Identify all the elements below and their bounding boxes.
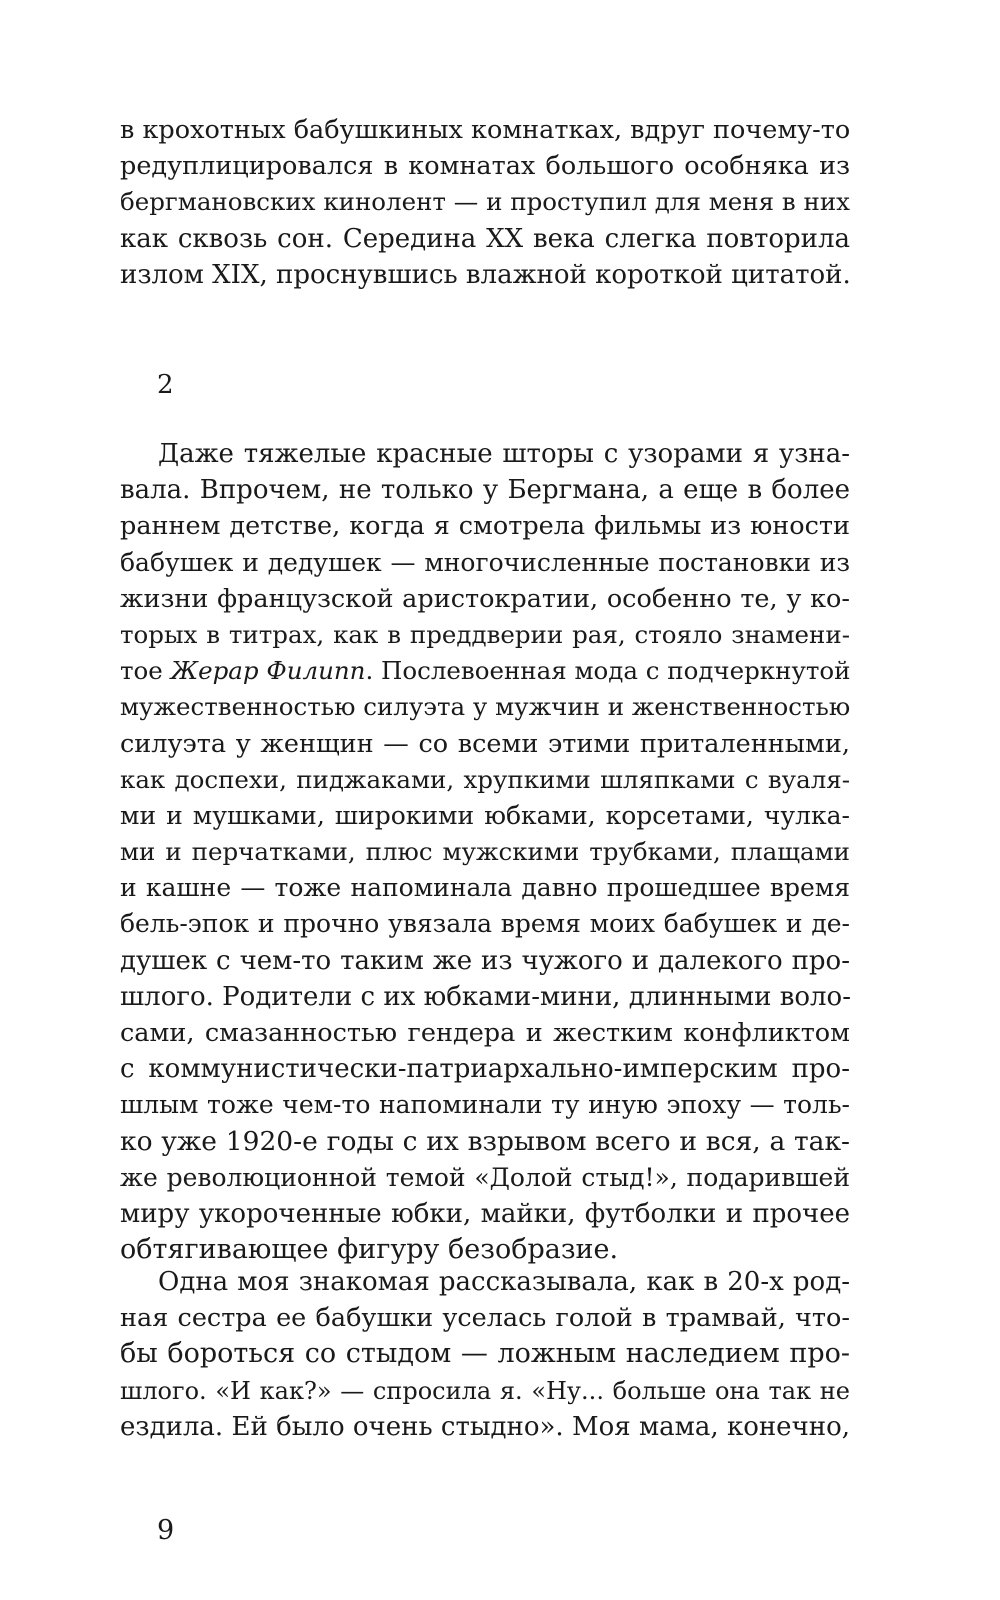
text-segment: . Послевоенная мода с подчеркнутой [365,656,851,686]
text-line: редуплицировался в комнатах большого особняка из [120,151,850,182]
text-line: как доспехи, пиджаками, хрупкими шляпками с вуаля- [120,764,850,794]
text-line: силуэта у женщин — со всеми этими приталенными, [120,728,850,759]
section-number: 2 [157,370,174,400]
text-line: ми и перчатками, плюс мужскими трубками, плащами [120,837,850,867]
paragraph-continued [120,112,850,293]
page-number: 9 [157,1515,175,1546]
text-line: ко уже 1920-е годы с их взрывом всего и вся, а так- [120,1125,850,1157]
text-line: сами, смазанностью гендера и жестким конфликтом [120,1018,850,1048]
italic-name: Жерар Филипп [170,656,366,686]
text-line: Даже тяжелые красные шторы с узорами я узна- [158,439,850,469]
text-line: в крохотных бабушкиных комнатках, вдруг почему-то [120,115,851,145]
text-line: торых в титрах, как в преддверии рая, стояло знамени- [120,619,850,649]
text-line: бабушек и дедушек — многочисленные постановки из [120,547,850,577]
paragraph-second [120,1264,850,1445]
text-line: бель-эпок и прочно увязала время моих бабушек и де- [120,909,850,939]
text-line: шлым тоже чем-то напоминали ту иную эпоху — толь- [120,1090,850,1120]
text-line: шлого. «И как?» — спросила я. «Ну... больше она так не [120,1376,850,1405]
text-line: же революционной темой «Долой стыд!», подарившей [120,1162,850,1192]
text-line: бы бороться со стыдом — ложным наследием про- [120,1338,850,1370]
text-line [120,653,850,689]
text-segment: тое [120,656,171,686]
text-line: с коммунистически-патриархально-имперским про- [120,1054,850,1085]
text-line: как сквозь сон. Середина XX века слегка повторила [120,223,850,254]
text-line: и кашне — тоже напоминала давно прошедшее время [120,873,850,903]
text-line: Одна моя знакомая рассказывала, как в 20-х род- [158,1267,850,1297]
text-line: обтягивающее фигуру безобразие. [120,1234,619,1266]
text-line: мужественностью силуэта у мужчин и женственностью [120,692,851,722]
text-line: шлого. Родители с их юбками-мини, длинными воло- [120,981,851,1012]
text-line: ездила. Ей было очень стыдно». Моя мама, конечно, [120,1411,850,1442]
text-line: ми и мушками, широкими юбками, корсетами, чулка- [120,800,850,830]
text-line: ная сестра ее бабушки уселась голой в трамвай, что- [120,1303,850,1334]
text-line: бергмановских кинолент — и проступил для меня в них [120,187,850,217]
text-line: жизни французской аристократии, особенно те, у ко- [120,583,850,614]
text-line: раннем детстве, когда я смотрела фильмы из юности [120,511,850,542]
text-line: душек с чем-то таким же из чужого и далекого про- [120,945,850,976]
text-line: излом XIX, проснувшись влажной короткой цитатой. [120,259,851,290]
paragraph-first [120,436,850,1268]
text-line: вала. Впрочем, не только у Бергмана, а еще в более [120,475,850,506]
text-line: миру укороченные юбки, майки, футболки и прочее [120,1198,850,1229]
